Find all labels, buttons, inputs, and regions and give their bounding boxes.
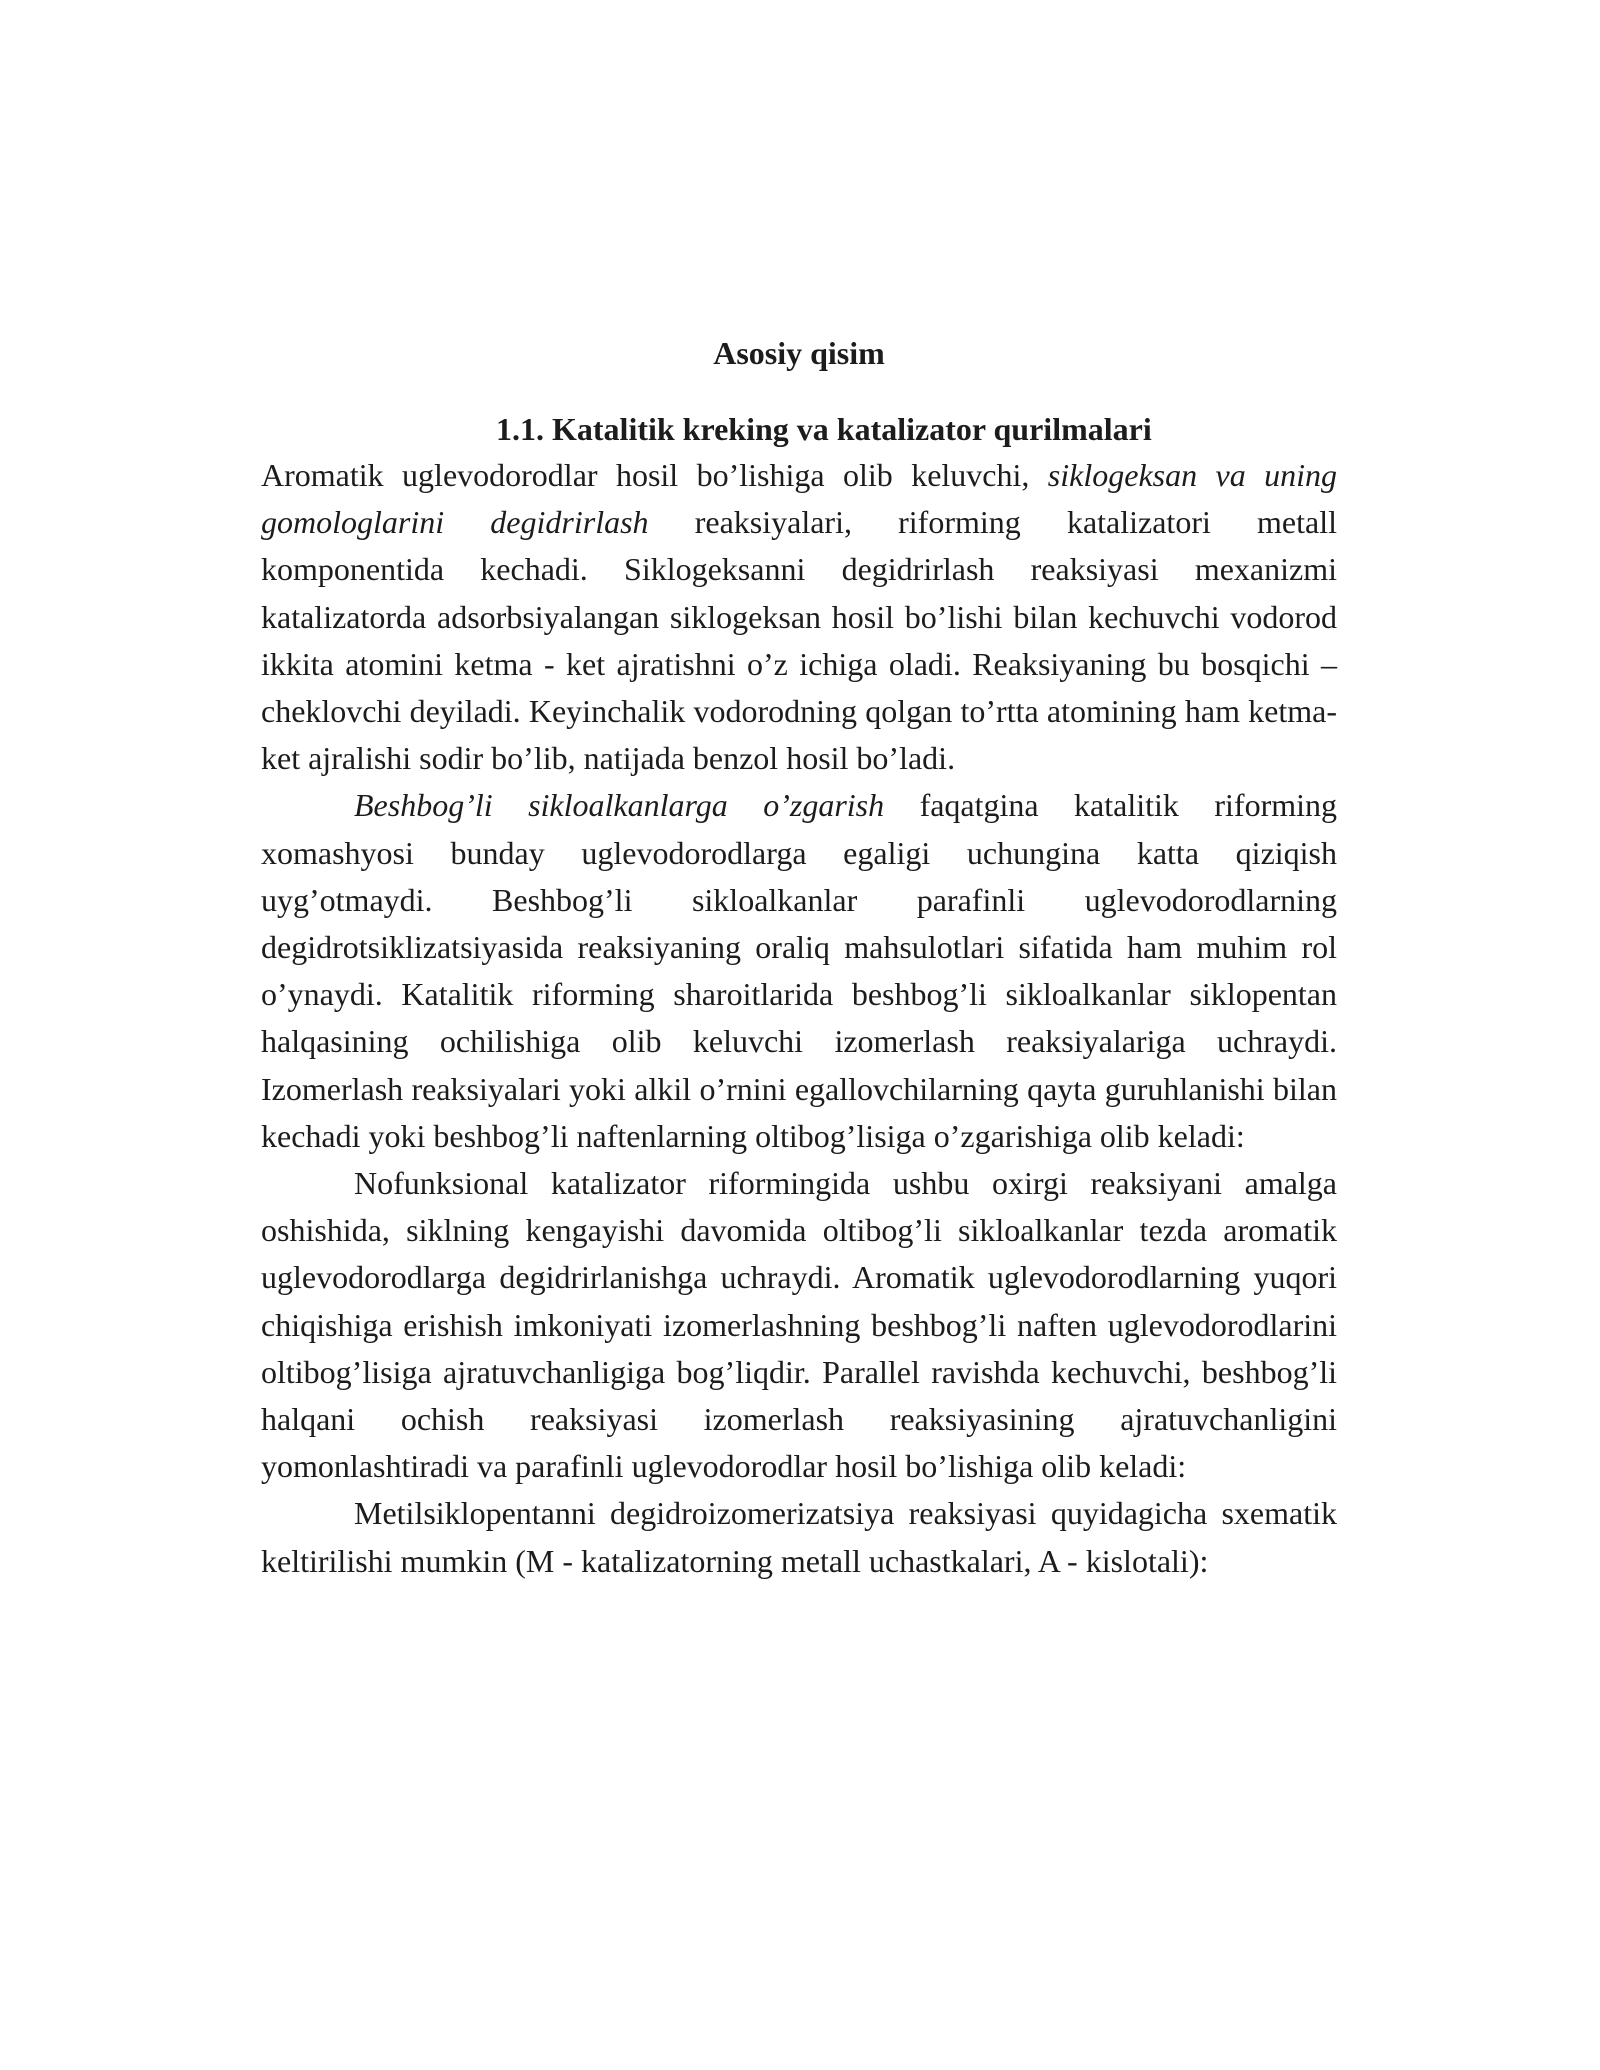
page-heading: Asosiy qisim xyxy=(713,335,885,371)
paragraph-1 xyxy=(261,452,1337,782)
paragraph-2-italic-term: Beshbog’li sikloalkanlarga o’zgarish xyxy=(354,787,885,824)
paragraph-2-text-end: faqatgina katalitik riforming xomashyosi bunday uglevodorodlarga egaligi uchungina katta qiziqish uyg’otmaydi. Beshbog’li sikloalkanlar parafinli uglevodorodlarning degidrotsiklizatsiyasida reaksiyaning oraliq mahsulotlari sifatida ham muhim rol o’ynaydi. Katalitik riforming sharoitlarida beshbog’li sikloalkanlar siklopentan halqasining ochilishiga olib keluvchi izomerlash reaksiyalariga uchraydi. Izomerlash reaksiyalari yoki alkil o’rnini egallovchilarning qayta guruhlanishi bilan kechadi yoki beshbog’li naftenlarning oltibog’lisiga o’zgarishiga olib keladi: xyxy=(261,787,1338,1154)
document-page xyxy=(261,330,1337,1585)
paragraph-3: Nofunksional katalizator riformingida ushbu oxirgi reaksiyani amalga oshishida, siklning kengayishi davomida oltibog’li sikloalkanlar tezda aromatik uglevodorodlarga degidrirlanishga uchraydi. Aromatik uglevodorodlarning yuqori chiqishiga erishish imkoniyati izomerlashning beshbog’li naften uglevodorodlarini oltibog’lisiga ajratuvchanligiga bog’liqdir. Parallel ravishda kechuvchi, beshbog’li halqani ochish reaksiyasi izomerlash reaksiyasining ajratuvchanligini yomonlashtiradi va parafinli uglevodorodlar hosil bo’lishiga olib keladi: xyxy=(261,1165,1337,1485)
paragraph-1-italic-term: siklogeksan va uning gomologlarini degidrirlash xyxy=(261,457,1338,541)
paragraph-1-text-end: reaksiyalari, riforming katalizatori metall komponentida kechadi. Siklogeksanni degidrirlash reaksiyasi mexanizmi katalizatorda adsorbsiyalangan siklogeksan hosil bo’lishi bilan kechuvchi vodorod ikkita atomini ketma - ket ajratishni o’z ichiga oladi. Reaksiyaning bu bosqichi – cheklovchi deyiladi. Keyinchalik vodorodning qolgan to’rtta atomining ham ketma-ket ajralishi sodir bo’lib, natijada benzol hosil bo’ladi. xyxy=(261,504,1337,777)
paragraph-1-text-start: Aromatik uglevodorodlar hosil bo’lishiga olib keluvchi, xyxy=(261,457,1048,493)
section-title: 1.1. Katalitik kreking va katalizator qurilmalari xyxy=(496,411,1152,447)
paragraph-4: Metilsiklopentanni degidroizomerizatsiya reaksiyasi quyidagicha sxematik keltirilishi mumkin (M - katalizatorning metall uchastkalari, A - kislotali): xyxy=(261,1495,1337,1579)
paragraph-2 xyxy=(261,782,1337,1160)
